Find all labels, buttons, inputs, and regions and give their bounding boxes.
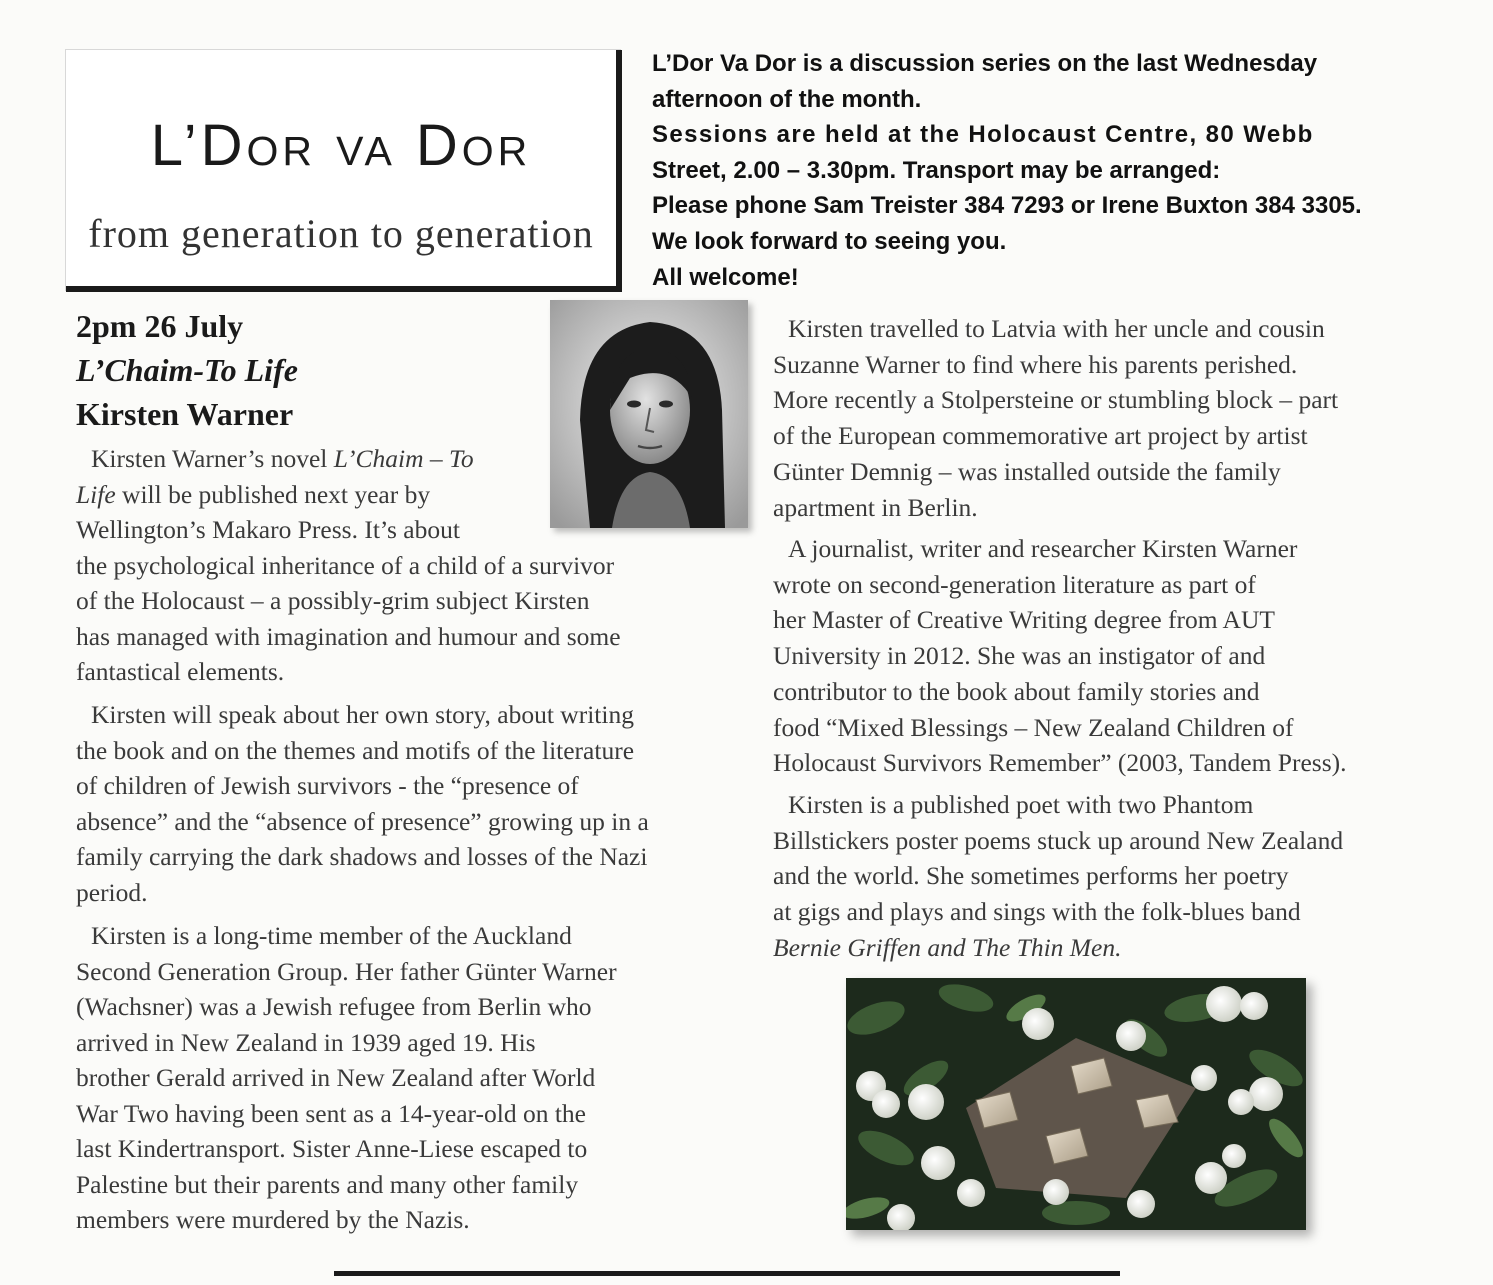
intro-block (652, 46, 1442, 295)
body-line: food “Mixed Blessings – New Zealand Children of (773, 712, 1294, 742)
body-line: absence” and the “absence of presence” growing up in a (76, 806, 649, 836)
body-line: family carrying the dark shadows and losses of the Nazi (76, 842, 648, 871)
body-line: More recently a Stolpersteine or stumbling block – part (773, 385, 1339, 415)
body-line: apartment in Berlin. (773, 492, 978, 522)
body-line: Billstickers poster poems stuck up around New Zealand (773, 825, 1344, 855)
body-line: brother Gerald arrived in New Zealand after World (76, 1063, 596, 1092)
intro-line: Street, 2.00 – 3.30pm. Transport may be arranged: (652, 156, 1221, 184)
body-line: Wellington’s Makaro Press. It’s about (76, 515, 460, 544)
masthead-box (66, 50, 622, 292)
intro-line: Sessions are held at the Holocaust Centre, 80 Webb (652, 121, 1314, 149)
body-line: and the world. She sometimes performs her poetry (773, 861, 1289, 891)
body-line: fantastical elements. (76, 657, 285, 686)
event-title: L’Chaim-To Life (76, 352, 298, 388)
speaker-portrait-photo (550, 300, 748, 528)
body-line: of children of Jewish survivors - the “presence of (76, 771, 579, 800)
masthead-subtitle: from generation to generation (88, 211, 594, 256)
body-line: (Wachsner) was a Jewish refugee from Berlin who (76, 992, 592, 1021)
body-line: at gigs and plays and sings with the folk-blues band (773, 897, 1301, 927)
body-line: arrived in New Zealand in 1939 aged 19. His (76, 1027, 536, 1057)
body-line: Kirsten Warner’s novel L’Chaim – To (91, 444, 474, 473)
body-line: of the Holocaust – a possibly-grim subject Kirsten (76, 586, 590, 615)
body-line: Second Generation Group. Her father Günter Warner (76, 956, 617, 986)
body-line: Holocaust Survivors Remember” (2003, Tandem Press). (773, 748, 1347, 778)
body-line: has managed with imagination and humour and some (76, 621, 621, 651)
body-line: last Kindertransport. Sister Anne-Liese escaped to (76, 1134, 588, 1163)
intro-line: Please phone Sam Treister 384 7293 or Irene Buxton 384 3305. (652, 192, 1362, 220)
intro-line: All welcome! (652, 263, 799, 291)
body-line: A journalist, writer and researcher Kirsten Warner (788, 534, 1298, 563)
body-line: period. (76, 877, 148, 907)
body-line: Palestine but their parents and many other family (76, 1169, 579, 1199)
body-line: Kirsten is a long-time member of the Auckland (91, 921, 572, 950)
body-line: Günter Demnig – was installed outside the family (773, 456, 1281, 486)
body-line: the psychological inheritance of a child of a survivor (76, 550, 615, 580)
stolpersteine-roses-photo (846, 978, 1306, 1230)
body-line: members were murdered by the Nazis. (76, 1205, 470, 1234)
event-heading (76, 304, 298, 436)
body-line: contributor to the book about family stories and (773, 676, 1260, 706)
body-line: her Master of Creative Writing degree from AUT (773, 605, 1275, 635)
intro-line: We look forward to seeing you. (652, 227, 1007, 255)
body-line: of the European commemorative art project by artist (773, 421, 1308, 451)
body-line: Kirsten will speak about her own story, about writing (91, 700, 634, 729)
intro-line: afternoon of the month. (652, 85, 922, 113)
bottom-divider (334, 1271, 1120, 1276)
event-time-date: 2pm 26 July (76, 308, 244, 344)
event-speaker: Kirsten Warner (76, 396, 294, 432)
body-line: Suzanne Warner to find where his parents perished. (773, 349, 1298, 379)
body-line: Kirsten is a published poet with two Phantom (788, 790, 1254, 819)
body-line: wrote on second-generation literature as part of (773, 569, 1256, 599)
intro-line: L’Dor Va Dor is a discussion series on the last Wednesday (652, 50, 1318, 77)
body-line: University in 2012. She was an instigator of and (773, 641, 1266, 671)
masthead-title: L’Dor va Dor (150, 113, 532, 178)
body-line: Life will be published next year by (76, 479, 431, 509)
body-line: Bernie Griffen and The Thin Men. (773, 932, 1122, 962)
body-line: Kirsten travelled to Latvia with her uncle and cousin (788, 314, 1325, 343)
body-line: War Two having been sent as a 14-year-old on the (76, 1098, 586, 1128)
body-line: the book and on the themes and motifs of the literature (76, 735, 635, 765)
